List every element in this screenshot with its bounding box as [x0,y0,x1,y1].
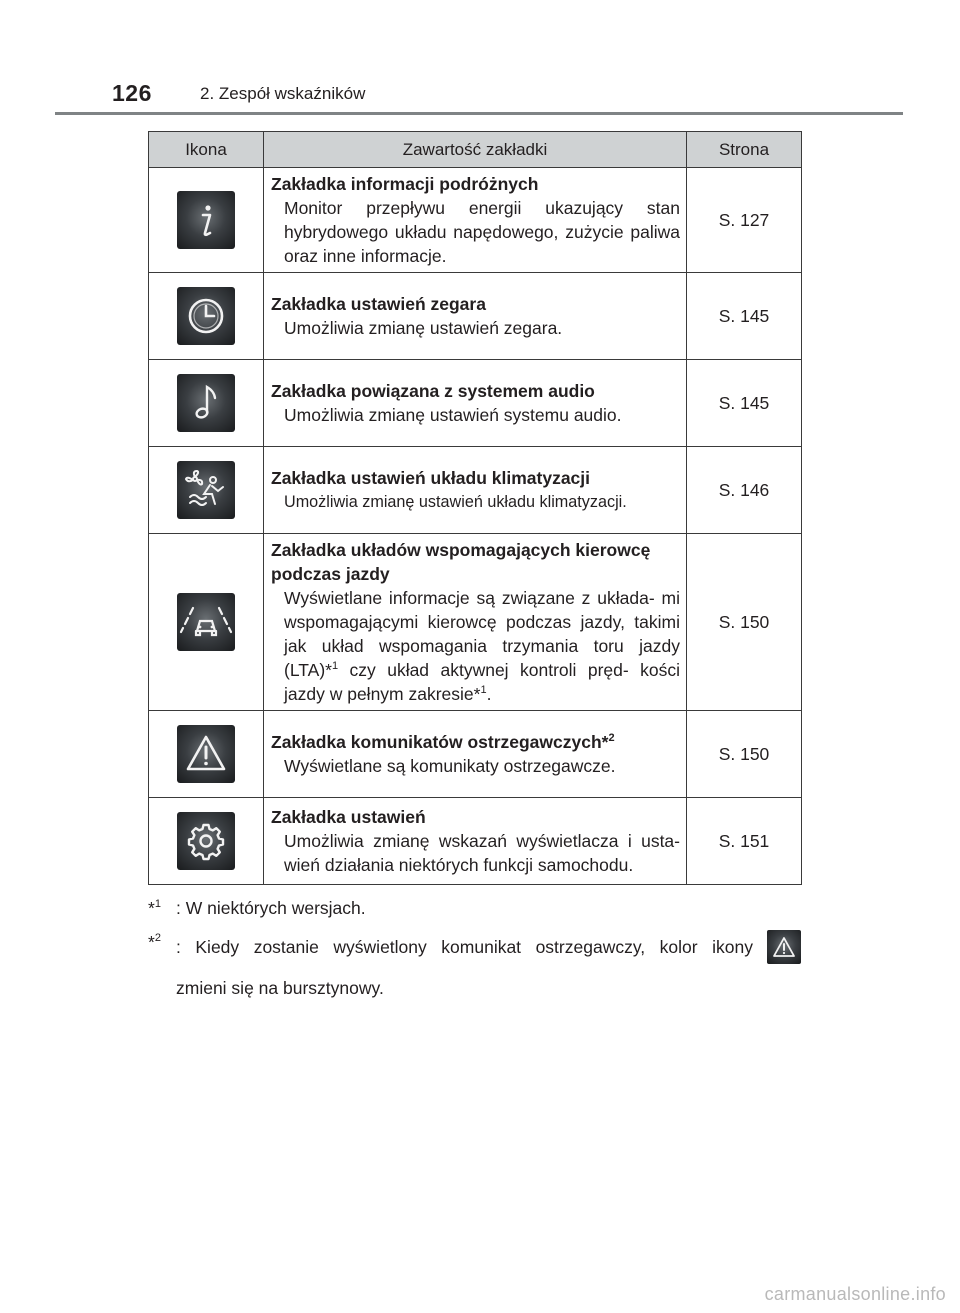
warning-triangle-small-icon [767,930,801,964]
page-number: 126 [112,80,152,106]
table-row [149,447,802,534]
header-icon: Ikona [149,132,264,168]
warning-triangle-icon [177,725,235,783]
table-row [149,168,802,273]
footnote-2: *$^2$ : Kiedy zostanie wyświetlony komunikat ostrzegawczy, kolor ikony zmieni się na bursztynowy. [148,930,801,1000]
header-content: Zawartość zakładki [264,132,687,168]
page-reference: S. 145 [687,273,802,360]
tab-description: Monitor przepływu energii ukazujący stan hybrydowego układu napędowego, zużycie paliwa oraz inne informacje. [284,198,680,266]
tab-description: Umożliwia zmianę wskazań wyświetlacza i usta- wień działania niektórych funkcji samochodu. [284,831,680,875]
table-row [149,798,802,885]
footnote-1: *$^1$ : W niektórych wersjach. [148,898,366,918]
page-reference: S. 146 [687,447,802,534]
tab-description: Umożliwia zmianę ustawień zegara. [284,318,563,338]
clock-icon [177,287,235,345]
tab-title: Zakładka powiązana z systemem audio [271,381,595,401]
page-reference: S. 151 [687,798,802,885]
footnotes [148,896,801,1000]
gear-icon [177,812,235,870]
header-divider [55,112,903,115]
section-title: 2. Zespół wskaźników [200,84,366,103]
tab-title: Zakładka ustawień układu klimatyzacji [271,468,591,488]
table-row [149,534,802,711]
table-row [149,273,802,360]
tab-title: Zakładka informacji podróżnych [271,174,539,194]
page-reference: S. 150 [687,534,802,711]
table-row [149,711,802,798]
climate-fan-icon [177,461,235,519]
tab-title: Zakładka układów wspomagających kierowcę podczas jazdy [271,540,651,584]
tab-description: Umożliwia zmianę ustawień układu klimatyzacji. [284,493,627,511]
tab-description: Wyświetlane są komunikaty ostrzegawcze. [284,756,616,776]
page-reference: S. 150 [687,711,802,798]
driving-assist-icon [177,593,235,651]
tab-description: Umożliwia zmianę ustawień systemu audio. [284,405,622,425]
watermark: carmanualsonline.info [764,1284,946,1304]
page-reference: S. 127 [687,168,802,273]
tabs-table [148,131,802,885]
tab-title: Zakładka ustawień [271,807,426,827]
table-header-row [149,132,802,168]
tab-title: Zakładka komunikatów ostrzegawczych*$^2$ [271,732,615,752]
tab-title: Zakładka ustawień zegara [271,294,486,314]
table-row [149,360,802,447]
music-note-icon [177,374,235,432]
info-icon [177,191,235,249]
header-page: Strona [687,132,802,168]
tab-description: Wyświetlane informacje są związane z układa- mi wspomagającymi kierowcę podczas jazdy, takimi jak układ wspomagania trzymania toru jazdy (LTA)*$^1$ czy układ aktywnej kontroli pręd- kości jazdy w pełnym zakresie*$^1$. [284,588,680,704]
page-reference: S. 145 [687,360,802,447]
